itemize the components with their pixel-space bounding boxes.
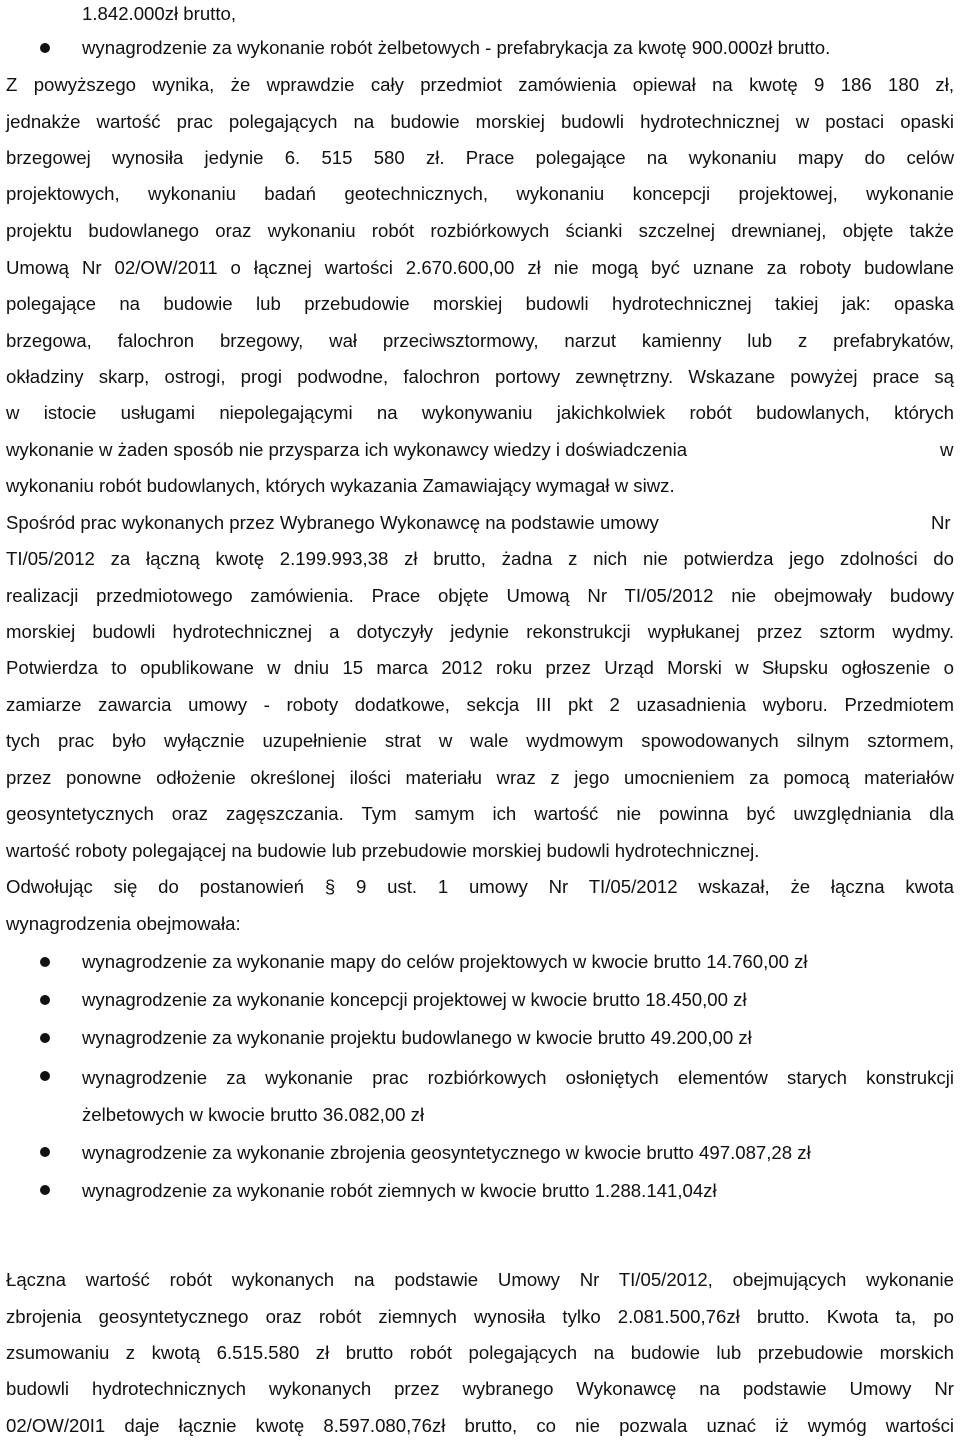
paragraph-2-line: morskiej budowli hydrotechnicznej a dotyczyły jedynie rekonstrukcji wypłukanej przez sztorm wydmy.	[6, 621, 954, 642]
paragraph-1-line: okładziny skarp, ostrogi, progi podwodne, falochron portowy zewnętrzny. Wskazane powyżej prace są	[6, 366, 954, 387]
paragraph-1-line: jednakże wartość prac polegających na budowie morskiej budowli hydrotechnicznej w postaci opaski	[6, 111, 954, 132]
paragraph-2-line: geosyntetycznych oraz zagęszczania. Tym samym ich wartość nie powinna być uwzględniania dla	[6, 803, 954, 824]
bullet-dot	[40, 43, 50, 53]
paragraph-2-line: Potwierdza to opublikowane w dniu 15 marca 2012 roku przez Urząd Morski w Słupsku ogłoszenie o	[6, 657, 954, 678]
paragraph-2-line: TI/05/2012 za łączną kwotę 2.199.993,38 zł brutto, żadna z nich nie potwierdza jego zdolności do	[6, 548, 954, 569]
list-item: wynagrodzenie za wykonanie projektu budowlanego w kwocie brutto 49.200,00 zł	[82, 1027, 752, 1048]
paragraph-2-line: zamiarze zawarcia umowy - roboty dodatkowe, sekcja III pkt 2 uzasadnienia wyboru. Przedmiotem	[6, 694, 954, 715]
list-item: wynagrodzenie za wykonanie zbrojenia geosyntetycznego w kwocie brutto 497.087,28 zł	[82, 1142, 811, 1163]
paragraph-2-last-line: wartość roboty polegającej na budowie lub przebudowie morskiej budowli hydrotechnicznej.	[6, 840, 760, 861]
paragraph-1-line: Z powyższego wynika, że wprawdzie cały przedmiot zamówienia opiewał na kwotę 9 186 180 zł,	[6, 74, 954, 95]
paragraph-1-line: brzegowa, falochron brzegowy, wał przeciwsztormowy, narzut kamienny lub z prefabrykatów,	[6, 330, 954, 351]
list-item: wynagrodzenie za wykonanie prac rozbiórkowych osłoniętych elementów starych konstrukcji	[82, 1067, 954, 1088]
paragraph-1-line: w istocie usługami niepolegającymi na wykonywaniu jakichkolwiek robót budowlanych, których	[6, 402, 954, 423]
bullet-dot	[40, 995, 50, 1005]
list-item: wynagrodzenie za wykonanie robót ziemnych w kwocie brutto 1.288.141,04zł	[82, 1180, 717, 1201]
bullet-dot	[40, 1185, 50, 1195]
paragraph-4-line: zbrojenia geosyntetycznego oraz robót ziemnych wynosiła tylko 2.081.500,76zł brutto. Kwota ta, po	[6, 1306, 954, 1327]
paragraph-1-line: Umową Nr 02/OW/2011 o łącznej wartości 2.670.600,00 zł nie mogą być uznane za roboty budowlane	[6, 257, 954, 278]
list-item: wynagrodzenie za wykonanie koncepcji projektowej w kwocie brutto 18.450,00 zł	[82, 989, 747, 1010]
paragraph-3-line: Odwołując się do postanowień § 9 ust. 1 umowy Nr TI/05/2012 wskazał, że łączna kwota	[6, 876, 954, 897]
paragraph-1-line: projektowych, wykonaniu badań geotechnicznych, wykonaniu koncepcji projektowej, wykonanie	[6, 183, 954, 204]
top-bullet-item: wynagrodzenie za wykonanie robót żelbetowych - prefabrykacja za kwotę 900.000zł brutto.	[82, 37, 831, 58]
paragraph-2-line-right: Nr	[931, 512, 951, 533]
paragraph-1-line: projektu budowlanego oraz wykonaniu robót rozbiórkowych ścianki szczelnej drewnianej, objęte także	[6, 220, 954, 241]
top-continuation-line: 1.842.000zł brutto,	[82, 3, 237, 24]
paragraph-1-line-right: w	[940, 439, 954, 460]
paragraph-4-line: Łączna wartość robót wykonanych na podstawie Umowy Nr TI/05/2012, obejmujących wykonanie	[6, 1269, 954, 1290]
paragraph-1-line-left: wykonanie w żaden sposób nie przysparza ich wykonawcy wiedzy i doświadczenia	[6, 439, 688, 460]
paragraph-3-line: wynagrodzenia obejmowała:	[6, 913, 241, 934]
paragraph-4-line: zsumowaniu z kwotą 6.515.580 zł brutto robót polegających na budowie lub przebudowie morskich	[6, 1342, 954, 1363]
bullet-dot	[40, 1071, 50, 1081]
paragraph-1-line: brzegowej wynosiła jedynie 6. 515 580 zł. Prace polegające na wykonaniu mapy do celów	[6, 147, 954, 168]
list-item: wynagrodzenie za wykonanie mapy do celów projektowych w kwocie brutto 14.760,00 zł	[82, 951, 808, 972]
paragraph-1-last-line: wykonaniu robót budowlanych, których wykazania Zamawiający wymagał w siwz.	[6, 475, 675, 496]
paragraph-2-line-left: Spośród prac wykonanych przez Wybranego Wykonawcę na podstawie umowy	[6, 512, 659, 533]
bullet-dot	[40, 957, 50, 967]
bullet-dot	[40, 1147, 50, 1157]
list-item-continuation: żelbetowych w kwocie brutto 36.082,00 zł	[82, 1104, 425, 1125]
paragraph-4-line: 02/OW/20I1 daje łącznie kwotę 8.597.080,76zł brutto, co nie pozwala uznać iż wymóg wartości	[6, 1415, 954, 1436]
bullet-dot	[40, 1033, 50, 1043]
paragraph-2-line: tych prac było wyłącznie uzupełnienie strat w wale wydmowym spowodowanych silnym sztormem,	[6, 730, 954, 751]
paragraph-4-line: budowli hydrotechnicznych wykonanych przez wybranego Wykonawcę na podstawie Umowy Nr	[6, 1378, 954, 1399]
paragraph-2-line: przez ponowne odłożenie określonej ilości materiału wraz z jego umocnieniem za pomocą materiałów	[6, 767, 954, 788]
paragraph-2-line: realizacji przedmiotowego zamówienia. Prace objęte Umową Nr TI/05/2012 nie obejmowały budowy	[6, 585, 954, 606]
paragraph-1-line: polegające na budowie lub przebudowie morskiej budowli hydrotechnicznej takiej jak: opaska	[6, 293, 954, 314]
